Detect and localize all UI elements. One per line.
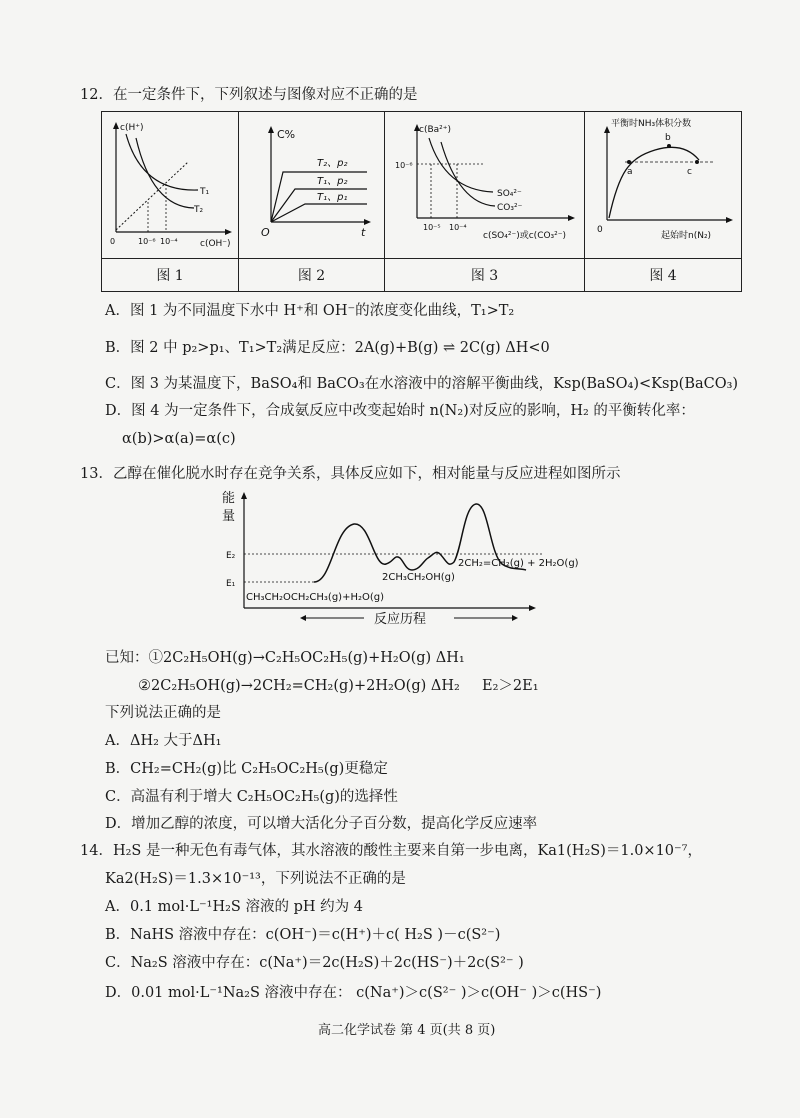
fig2-label-t1p1: T₁、p₁: [317, 192, 348, 203]
fig4-label-c: c: [687, 167, 692, 177]
diagram-energy-curve: [314, 504, 526, 582]
fig4-cell: [585, 112, 742, 259]
fig4-point-b: [667, 144, 671, 148]
q13-option-a: A．ΔH₂ 大于ΔH₁: [105, 733, 222, 749]
fig2-label-t1p2: T₁、p₂: [317, 176, 348, 187]
fig2-ylabel: C%: [277, 128, 296, 141]
fig3-tick-2: 10⁻⁴: [449, 223, 467, 232]
fig4-ylabel: 平衡时NH₃体积分数: [611, 119, 692, 129]
diagram-species-left: CH₃CH₂OCH₂CH₃(g)+H₂O(g): [246, 592, 384, 603]
fig3-label-so4: SO₄²⁻: [497, 189, 522, 199]
fig1-cell: [102, 112, 239, 259]
diagram-e1: E₁: [226, 579, 236, 589]
fig3-curve-so4: [429, 138, 493, 192]
fig2-label-t2p2: T₂、p₂: [317, 158, 348, 169]
diagram-species-mid: 2CH₃CH₂OH(g): [382, 572, 455, 583]
fig1-diagonal: [116, 162, 188, 230]
q13-known-3: E₂＞2E₁: [482, 678, 539, 694]
fig1-ylabel: c(H⁺): [120, 123, 144, 133]
fig1-label-t1: T₁: [200, 187, 210, 197]
fig4-origin: 0: [597, 225, 603, 235]
page-footer: 高二化学试卷 第 4 页(共 8 页): [318, 1023, 496, 1038]
q13-option-c: C．高温有利于增大 C₂H₅OC₂H₅(g)的选择性: [105, 789, 398, 805]
caption-fig2: 图 2: [239, 259, 385, 292]
fig2-origin: O: [261, 226, 270, 239]
q13-known-1: 已知：①2C₂H₅OH(g)→C₂H₅OC₂H₅(g)+H₂O(g) ΔH₁: [105, 650, 465, 666]
fig2-chart: [239, 112, 384, 254]
q12-figure-table: [101, 111, 742, 292]
q14-option-a: A．0.1 mol·L⁻¹H₂S 溶液的 pH 约为 4: [105, 899, 363, 915]
q14-stem-2: Ka2(H₂S)＝1.3×10⁻¹³，下列说法不正确的是: [105, 871, 406, 887]
q12-stem: 12．在一定条件下，下列叙述与图像对应不正确的是: [80, 87, 418, 103]
fig4-label-a: a: [627, 167, 633, 177]
q13-stem: 13．乙醇在催化脱水时存在竞争关系，具体反应如下，相对能量与反应进程如图所示: [80, 466, 621, 482]
q12-option-b: B．图 2 中 p₂>p₁、T₁>T₂满足反应：2A(g)+B(g) ⇌ 2C(g) ΔH<0: [105, 340, 550, 356]
fig1-curve-t2: [136, 138, 194, 208]
fig1-tick-2: 10⁻⁴: [160, 237, 178, 246]
fig3-cell: [385, 112, 585, 259]
fig3-label-co3: CO₃²⁻: [497, 203, 523, 213]
q14-stem-1: 14．H₂S 是一种无色有毒气体，其水溶液的酸性主要来自第一步电离，Ka1(H₂S)＝1.0×10⁻⁷，: [80, 843, 702, 859]
fig1-tick-1: 10⁻⁶: [138, 237, 156, 246]
q12-option-a: A．图 1 为不同温度下水中 H⁺和 OH⁻的浓度变化曲线，T₁>T₂: [105, 303, 515, 319]
fig4-point-c: [695, 160, 699, 164]
caption-fig3: 图 3: [385, 259, 585, 292]
fig4-chart: [585, 112, 741, 254]
caption-fig4: 图 4: [585, 259, 742, 292]
q12-option-c: C．图 3 为某温度下，BaSO₄和 BaCO₃在水溶液中的溶解平衡曲线，Ksp(BaSO₄)<Ksp(BaCO₃): [105, 376, 739, 392]
q12-option-d-cont: α(b)>α(a)=α(c): [122, 431, 236, 447]
fig4-label-b: b: [665, 133, 671, 143]
fig1-chart: [102, 112, 238, 254]
q14-option-b: B．NaHS 溶液中存在：c(OH⁻)＝c(H⁺)＋c( H₂S )－c(S²⁻): [105, 927, 501, 943]
q12-option-d: D．图 4 为一定条件下，合成氨反应中改变起始时 n(N₂)对反应的影响，H₂ 的平衡转化率：: [105, 403, 695, 419]
q14-option-d: D．0.01 mol·L⁻¹Na₂S 溶液中存在： c(Na⁺)＞c(S²⁻ )＞c(OH⁻ )＞c(HS⁻): [105, 985, 602, 1001]
diagram-ylabel-1: 能: [222, 491, 236, 506]
q13-option-d: D．增加乙醇的浓度，可以增大活化分子百分数，提高化学反应速率: [105, 816, 538, 832]
fig3-chart: [385, 112, 584, 254]
fig2-xlabel: t: [361, 226, 366, 239]
fig4-point-a: [627, 160, 631, 164]
fig2-line-t1p1: [271, 204, 367, 222]
diagram-xlabel: 反应历程: [374, 612, 427, 627]
diagram-species-right: 2CH₂=CH₂(g) + 2H₂O(g): [458, 558, 579, 569]
fig1-label-t2: T₂: [194, 205, 204, 215]
q13-known-2: ②2C₂H₅OH(g)→2CH₂=CH₂(g)+2H₂O(g) ΔH₂: [138, 678, 460, 694]
fig4-curve: [609, 147, 699, 218]
q14-option-c: C．Na₂S 溶液中存在：c(Na⁺)＝2c(H₂S)＋2c(HS⁻)＋2c(S²⁻ ): [105, 955, 524, 971]
fig2-cell: [239, 112, 385, 259]
fig3-tick-y: 10⁻⁶: [395, 161, 413, 170]
fig4-xlabel: 起始时n(N₂): [661, 231, 712, 241]
fig3-xlabel: c(SO₄²⁻)或c(CO₃²⁻): [483, 231, 567, 241]
fig1-tick-0: 0: [110, 237, 116, 246]
fig3-tick-1: 10⁻⁵: [423, 223, 441, 232]
caption-fig1: 图 1: [102, 259, 239, 292]
fig1-xlabel: c(OH⁻): [200, 239, 231, 249]
diagram-e2: E₂: [226, 551, 236, 561]
q13-energy-diagram: [214, 488, 579, 638]
q13-prompt: 下列说法正确的是: [105, 705, 221, 721]
fig3-ylabel: c(Ba²⁺): [419, 125, 452, 135]
diagram-ylabel-2: 量: [222, 509, 236, 524]
q13-option-b: B．CH₂=CH₂(g)比 C₂H₅OC₂H₅(g)更稳定: [105, 761, 388, 777]
